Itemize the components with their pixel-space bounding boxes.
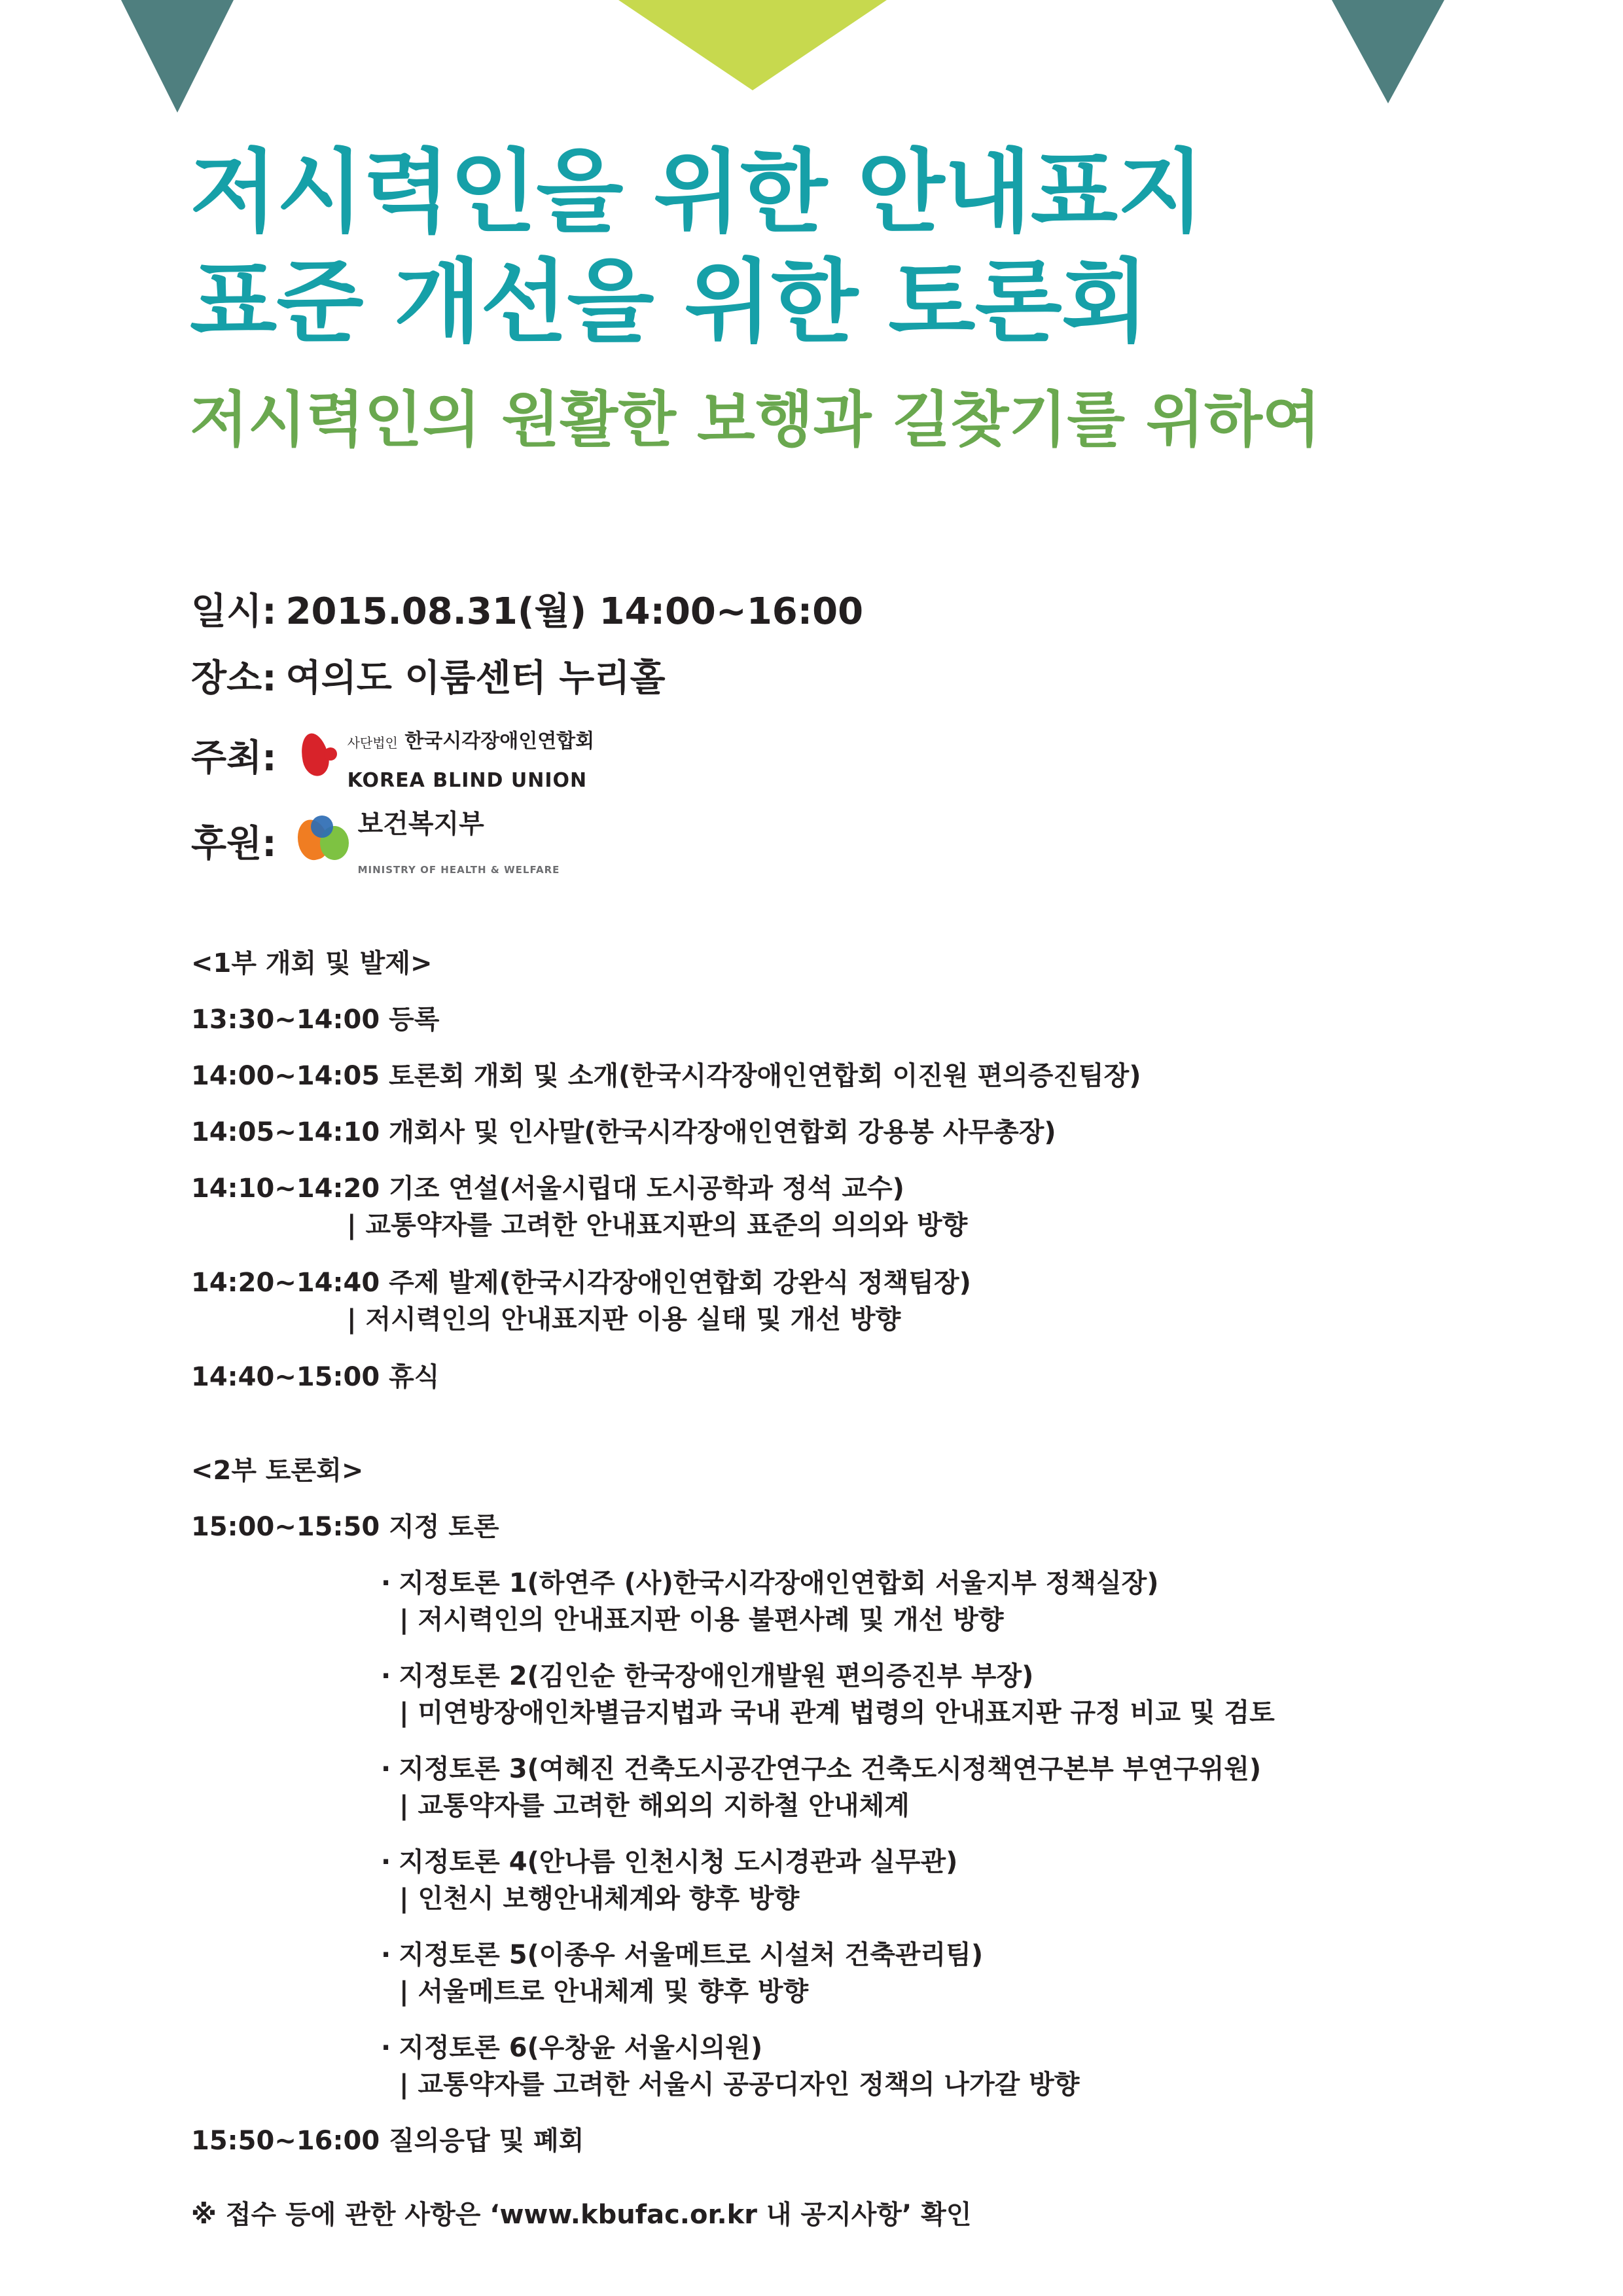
host-logo-english-name: KOREA BLIND UNION	[347, 769, 588, 793]
program-item-subline: | 교통약자를 고려한 안내표지판의 표준의 의의와 방향	[347, 1210, 968, 1240]
program-item-line: 13:30~14:00 등록	[191, 1005, 440, 1035]
discussion-title: 지정토론 4(안나름 인천시청 도시경관과 실무관)	[399, 1847, 958, 1877]
event-sponsor-row	[191, 800, 1500, 881]
discussion-subline: | 교통약자를 고려한 서울시 공공디자인 정책의 나가갈 방향	[399, 2070, 1080, 2100]
korea-blind-union-mark-icon	[298, 730, 338, 780]
program-item-subline: | 저시력인의 안내표지판 이용 실태 및 개선 방향	[347, 1304, 901, 1335]
bullet-icon: ·	[381, 1661, 391, 1691]
discussion-line	[191, 1844, 1513, 1880]
page-title-line-2: 표준 개선을 위한 토론회	[190, 249, 1149, 355]
discussion-subline: | 저시력인의 안내표지판 이용 불편사례 및 개선 방향	[399, 1605, 1004, 1635]
bullet-icon: ·	[381, 2033, 391, 2063]
event-date-value: 2015.08.31(월) 14:00~16:00	[285, 590, 864, 633]
program-part1-heading: <1부 개회 및 발제>	[191, 948, 433, 978]
discussion-title: 지정토론 2(김인순 한국장애인개발원 편의증진부 부장)	[399, 1661, 1034, 1691]
program-closing-item	[191, 2123, 1513, 2159]
bullet-icon: ·	[381, 1847, 391, 1877]
discussion-subline: | 교통약자를 고려한 해외의 지하철 안내체계	[399, 1791, 910, 1821]
list-item	[191, 1937, 1513, 2011]
event-host-row	[191, 716, 1500, 795]
program-item	[191, 1115, 1513, 1150]
event-date-row	[191, 583, 1500, 635]
page-title-line-1: 저시력인을 위한 안내표지	[190, 139, 1204, 245]
event-place-label: 장소:	[191, 657, 277, 700]
registration-note: ※ 접수 등에 관한 사항은 ‘www.kbufac.or.kr 내 공지사항’ 확인	[191, 2200, 972, 2230]
page-subtitle: 저시력인의 원활한 보행과 길찾기를 위하여	[190, 384, 1321, 455]
discussion-line	[191, 1937, 1513, 1973]
list-item	[191, 1844, 1513, 1918]
list-item	[191, 1751, 1513, 1825]
program-item-line: 14:40~15:00 휴식	[191, 1362, 440, 1392]
korea-blind-union-logo	[298, 716, 595, 795]
discussion-subline: | 미연방장애인차별금지법과 국내 관계 법령의 안내표지판 규정 비교 및 검토	[399, 1698, 1275, 1728]
bullet-icon: ·	[381, 1568, 391, 1598]
event-info-block	[191, 583, 1500, 895]
program-item	[191, 1359, 1513, 1395]
sponsor-logo-korean-name: 보건복지부	[357, 808, 484, 839]
program-item	[191, 1265, 1513, 1338]
title-block	[190, 137, 1486, 456]
program-part2-lead	[191, 1509, 1513, 1545]
list-item	[191, 1566, 1513, 1639]
bullet-icon: ·	[381, 1754, 391, 1784]
discussion-subline: | 서울메트로 안내체계 및 향후 방향	[399, 1977, 809, 2007]
program-item-line: 14:05~14:10 개회사 및 인사말(한국시각장애인연합회 강용봉 사무총장)	[191, 1117, 1056, 1147]
program-part2-heading: <2부 토론회>	[191, 1456, 364, 1486]
discussion-title: 지정토론 3(여혜진 건축도시공간연구소 건축도시정책연구본부 부연구위원)	[399, 1754, 1262, 1784]
sponsor-logo-english-name: MINISTRY OF HEALTH & WELFARE	[357, 863, 560, 876]
program-item	[191, 1002, 1513, 1037]
program-item	[191, 1171, 1513, 1244]
host-logo-korean-name: 한국시각장애인연합회	[404, 730, 595, 753]
list-item	[191, 1659, 1513, 1732]
ministry-of-health-and-welfare-logo	[298, 800, 560, 881]
host-logo-corp-prefix: 사단법인	[347, 735, 398, 751]
program-block	[191, 942, 1513, 2231]
discussion-subline: | 인천시 보행안내체계와 향후 방향	[399, 1884, 800, 1914]
discussion-line	[191, 2030, 1513, 2066]
program-item-line: 14:20~14:40 주제 발제(한국시각장애인연합회 강완식 정책팀장)	[191, 1268, 971, 1298]
discussion-title: 지정토론 5(이종우 서울메트로 시설처 건축관리팀)	[399, 1940, 984, 1970]
event-date-label: 일시:	[191, 590, 277, 633]
list-item	[191, 2030, 1513, 2104]
discussion-line	[191, 1566, 1513, 1601]
bullet-icon: ·	[381, 1940, 391, 1970]
program-item-line: 15:50~16:00 질의응답 및 폐회	[191, 2126, 584, 2156]
program-item-line: 14:10~14:20 기조 연설(서울시립대 도시공학과 정석 교수)	[191, 1174, 904, 1204]
mohw-mark-icon	[298, 816, 349, 867]
program-item	[191, 1058, 1513, 1094]
event-place-value: 여의도 이룸센터 누리홀	[285, 657, 666, 700]
event-sponsor-label: 후원:	[191, 822, 277, 865]
event-host-label: 주최:	[191, 737, 277, 780]
discussion-title: 지정토론 1(하연주 (사)한국시각장애인연합회 서울지부 정책실장)	[399, 1568, 1159, 1598]
program-item-line: 14:00~14:05 토론회 개회 및 소개(한국시각장애인연합회 이진원 편의증진팀장)	[191, 1061, 1141, 1091]
event-place-row	[191, 649, 1500, 702]
discussion-line	[191, 1751, 1513, 1787]
discussion-title: 지정토론 6(우창윤 서울시의원)	[399, 2033, 763, 2063]
discussion-list	[191, 1566, 1513, 2104]
program-item-line: 15:00~15:50 지정 토론	[191, 1512, 499, 1542]
discussion-line	[191, 1659, 1513, 1694]
